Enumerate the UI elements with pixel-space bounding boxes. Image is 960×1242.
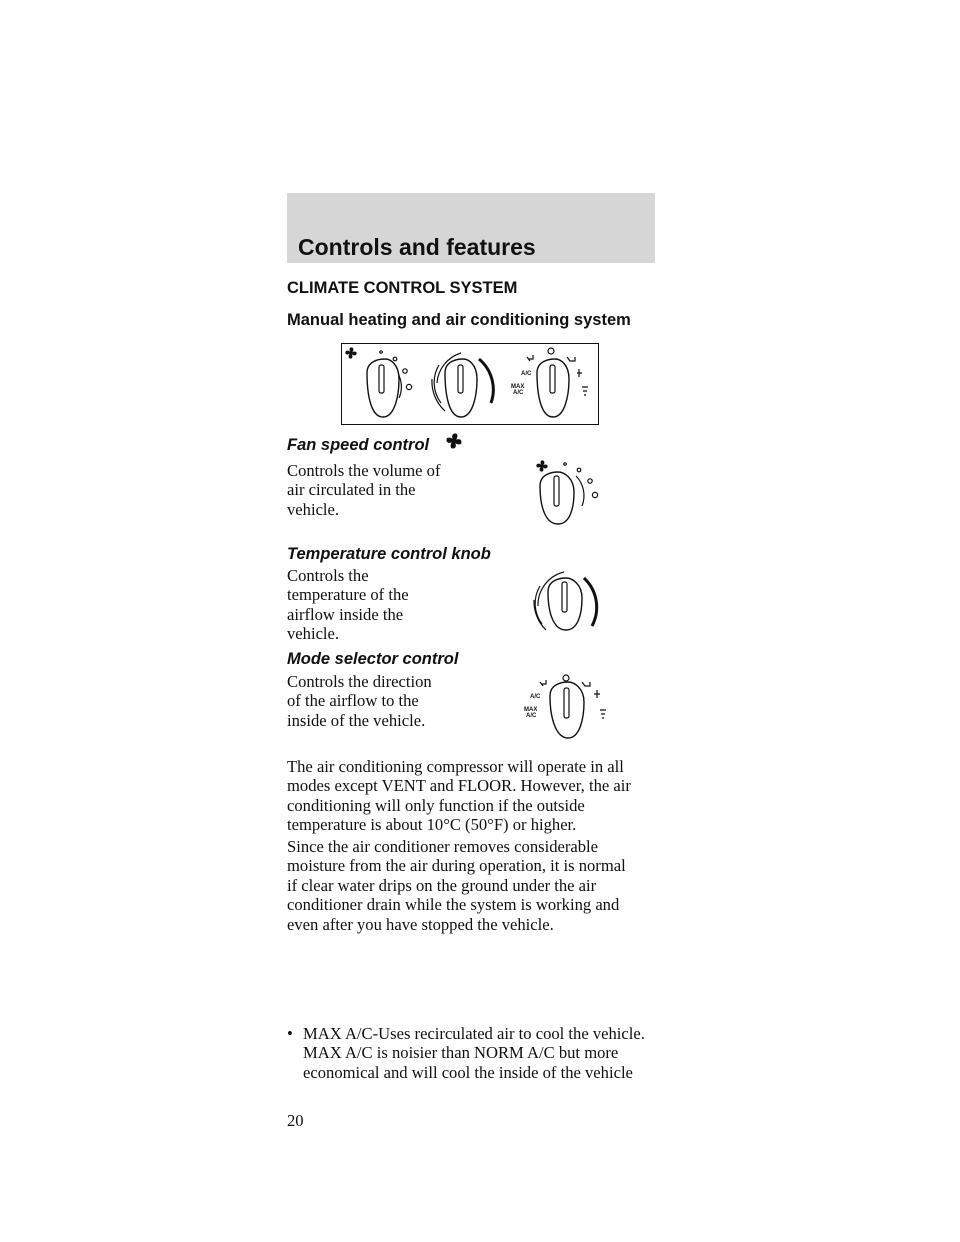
section-header-title: Controls and features xyxy=(298,234,536,260)
max-ac-label: A/C xyxy=(526,713,537,719)
max-ac-bullet: MAX A/C-Uses recirculated air to cool the vehicle. MAX A/C is noisier than NORM A/C but more economical and will cool the inside of the vehicle xyxy=(303,1024,645,1082)
section-title: CLIMATE CONTROL SYSTEM xyxy=(287,279,518,297)
fan-icon xyxy=(444,431,464,451)
fan-knob-detail-illustration xyxy=(532,458,604,526)
mode-knob-detail-illustration xyxy=(522,670,614,740)
panel-vent-icon xyxy=(563,675,569,681)
temperature-knob-detail-illustration xyxy=(528,566,608,632)
condensation-paragraph: Since the air conditioner removes considerable moisture from the air during operation, it is normal if clear water drips on the ground under the air conditioner drain while the system is working and even after you have stopped the vehicle. xyxy=(287,837,626,934)
max-label: MAX xyxy=(511,384,525,390)
max-label: MAX xyxy=(524,707,538,713)
temperature-description: Controls the temperature of the airflow inside the vehicle. xyxy=(287,566,409,644)
ac-label: A/C xyxy=(521,371,532,377)
climate-control-panel-illustration xyxy=(341,343,599,425)
floor-vent-icon xyxy=(540,680,546,686)
fan-speed-heading xyxy=(287,436,429,455)
bullet-symbol: • xyxy=(287,1024,293,1043)
section-subtitle: Manual heating and air conditioning system xyxy=(287,311,631,329)
max-ac-label: A/C xyxy=(513,390,524,396)
page-number: 20 xyxy=(287,1111,304,1130)
mode-description: Controls the direction of the airflow to the inside of the vehicle. xyxy=(287,672,432,730)
temperature-heading: Temperature control knob xyxy=(287,545,491,563)
defrost-icon xyxy=(600,710,606,718)
fan-speed-description: Controls the volume of air circulated in the vehicle. xyxy=(287,461,441,519)
fan-speed-heading-text: Fan speed control xyxy=(287,436,430,454)
ac-label: A/C xyxy=(530,694,541,700)
fan-icon xyxy=(536,460,547,471)
ac-operation-paragraph: The air conditioning compressor will operate in all modes except VENT and FLOOR. However, the air conditioning will only function if the outside temperature is about 10°C (50°F) or higher. xyxy=(287,757,631,835)
mode-heading: Mode selector control xyxy=(287,650,459,668)
